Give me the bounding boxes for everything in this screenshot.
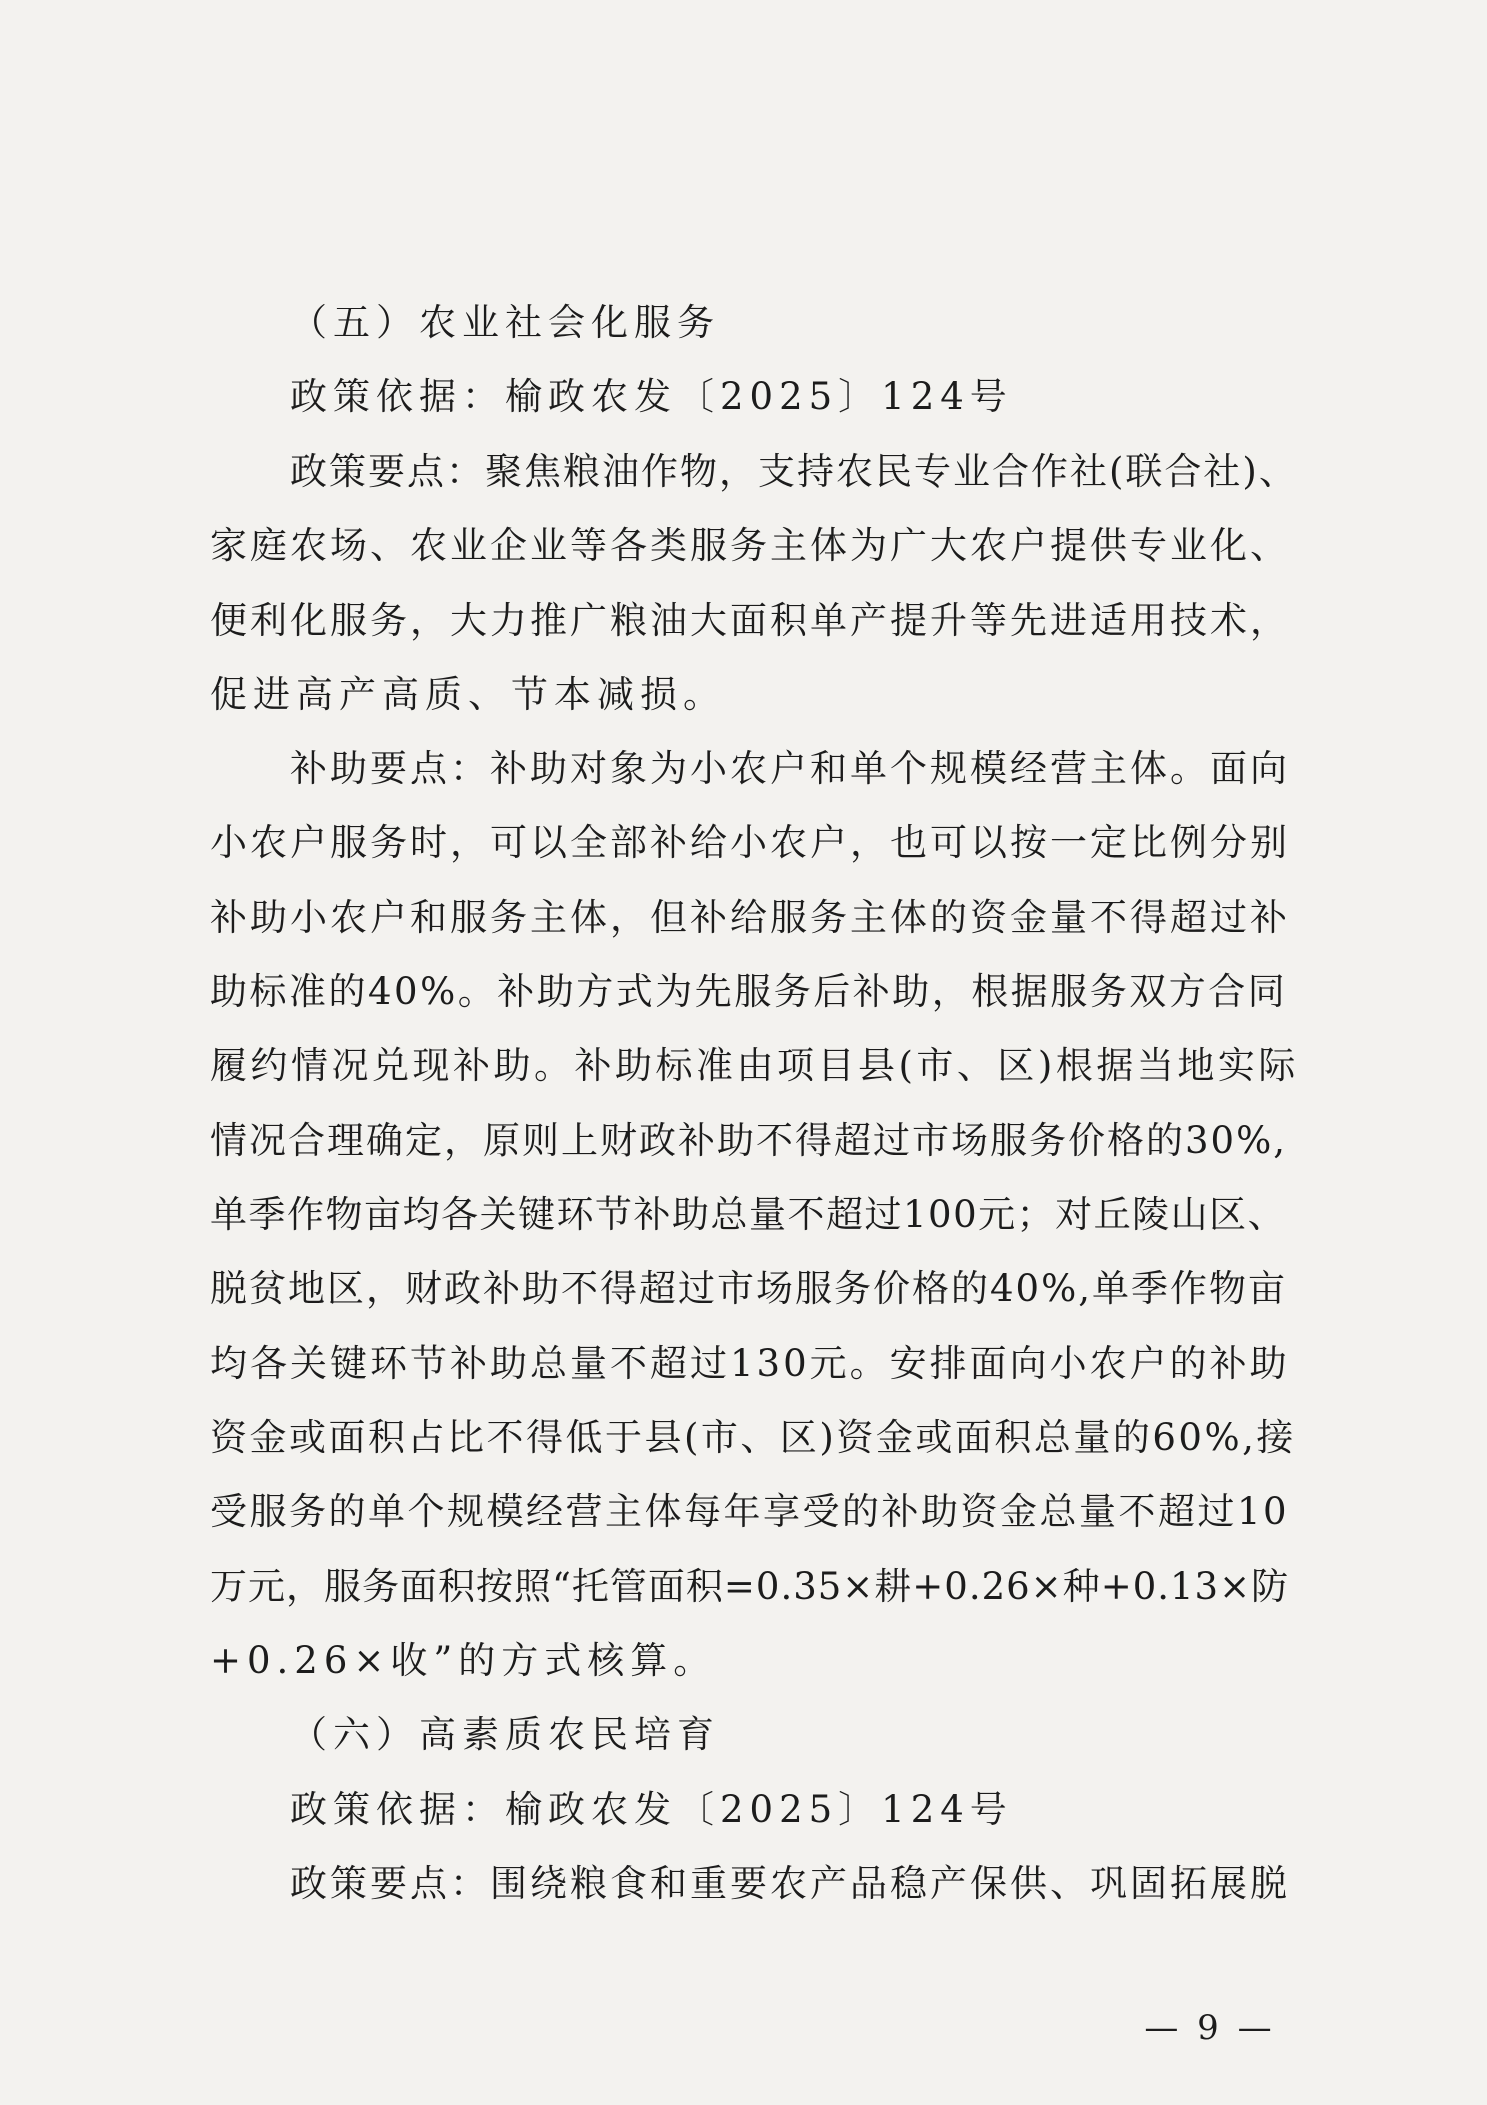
section-heading-6: （六）高素质农民培育 bbox=[290, 1713, 720, 1756]
subsidy-points-line-4: 助标准的40%。补助方式为先服务后补助，根据服务双方合同 bbox=[210, 970, 1288, 1013]
section-heading-5: （五）农业社会化服务 bbox=[290, 301, 720, 344]
subsidy-points-line-7: 单季作物亩均各关键环节补助总量不超过100元；对丘陵山区、 bbox=[210, 1193, 1287, 1236]
subsidy-points-line-1: 补助要点：补助对象为小农户和单个规模经营主体。面向 bbox=[290, 747, 1290, 790]
subsidy-points-line-12: 万元，服务面积按照“托管面积=0.35×耕+0.26×种+0.13×防 bbox=[210, 1565, 1290, 1608]
subsidy-points-line-8: 脱贫地区，财政补助不得超过市场服务价格的40%,单季作物亩 bbox=[210, 1267, 1287, 1310]
policy-points-6-line-1: 政策要点：围绕粮食和重要农产品稳产保供、巩固拓展脱 bbox=[290, 1862, 1290, 1905]
subsidy-points-line-3: 补助小农户和服务主体，但补给服务主体的资金量不得超过补 bbox=[210, 896, 1290, 939]
subsidy-points-line-6: 情况合理确定，原则上财政补助不得超过市场服务价格的30%, bbox=[210, 1119, 1287, 1162]
page-number: — 9 — bbox=[1144, 2008, 1276, 2048]
subsidy-points-line-13: +0.26×收”的方式核算。 bbox=[210, 1639, 717, 1682]
policy-basis-6: 政策依据：榆政农发〔2025〕124号 bbox=[290, 1788, 1013, 1831]
policy-points-5-line-3: 便利化服务，大力推广粮油大面积单产提升等先进适用技术， bbox=[210, 599, 1290, 642]
policy-points-5-line-4: 促进高产高质、节本减损。 bbox=[210, 673, 726, 716]
subsidy-points-line-9: 均各关键环节补助总量不超过130元。安排面向小农户的补助 bbox=[210, 1342, 1290, 1385]
policy-points-5-line-1: 政策要点：聚焦粮油作物，支持农民专业合作社(联合社)、 bbox=[290, 450, 1298, 493]
subsidy-points-line-5: 履约情况兑现补助。补助标准由项目县(市、区)根据当地实际 bbox=[210, 1044, 1299, 1087]
policy-points-5-line-2: 家庭农场、农业企业等各类服务主体为广大农户提供专业化、 bbox=[210, 524, 1290, 567]
policy-basis-5: 政策依据：榆政农发〔2025〕124号 bbox=[290, 375, 1013, 418]
subsidy-points-line-2: 小农户服务时，可以全部补给小农户，也可以按一定比例分别 bbox=[210, 821, 1290, 864]
subsidy-points-line-11: 受服务的单个规模经营主体每年享受的补助资金总量不超过10 bbox=[210, 1490, 1290, 1533]
subsidy-points-line-10: 资金或面积占比不得低于县(市、区)资金或面积总量的60%,接 bbox=[210, 1416, 1296, 1459]
